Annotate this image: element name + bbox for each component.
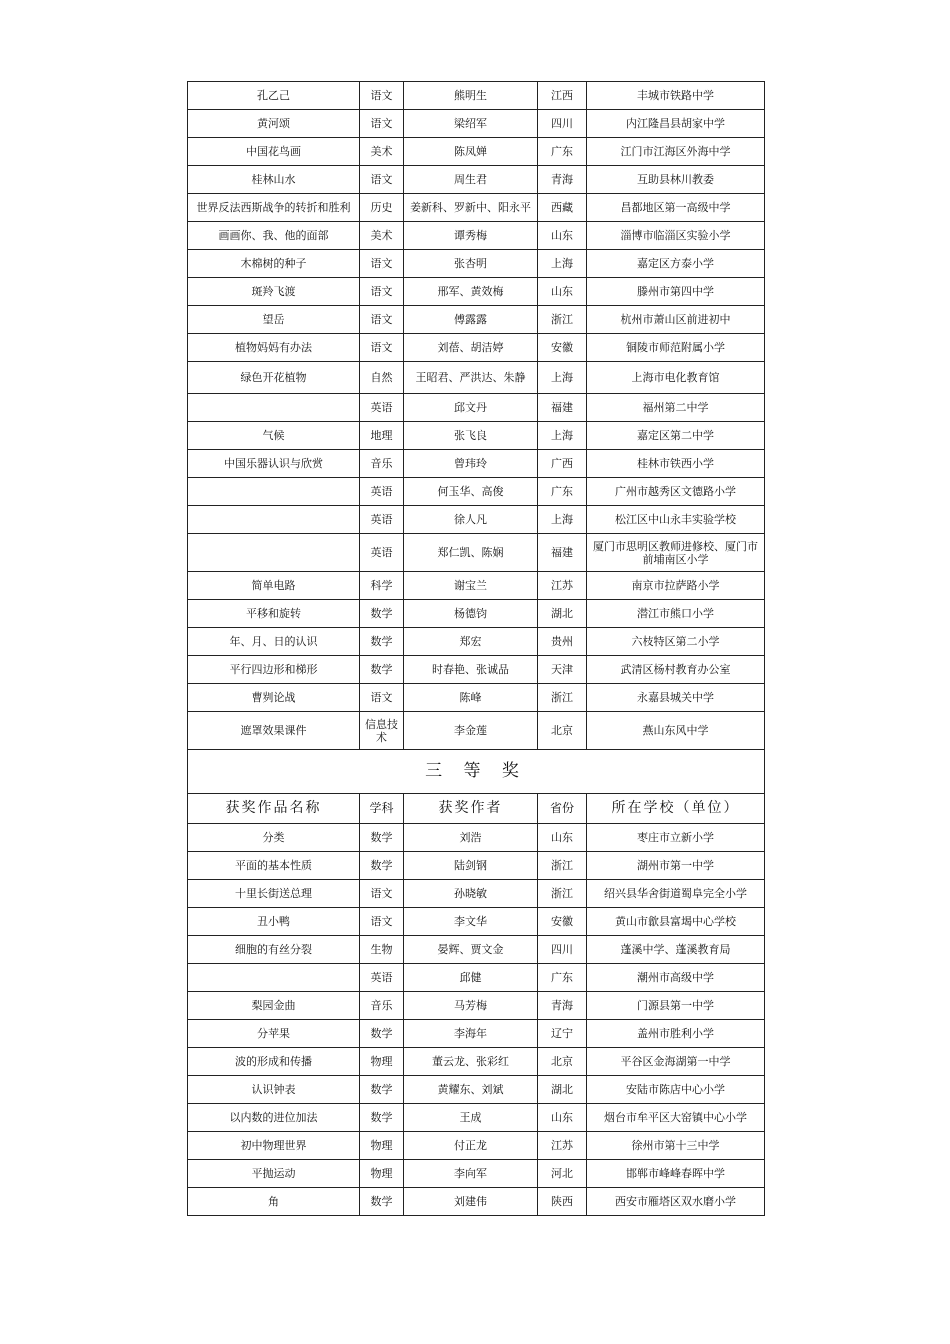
table-row [188, 656, 765, 684]
subject-cell: 数学 [360, 656, 404, 684]
subject-cell: 语文 [360, 880, 404, 908]
author-cell: 李海年 [404, 1020, 538, 1048]
author-cell: 王成 [404, 1104, 538, 1132]
table-row [188, 334, 765, 362]
subject-cell: 英语 [360, 394, 404, 422]
work-title-cell [188, 964, 360, 992]
header-author: 获奖作者 [404, 794, 538, 824]
table-row [188, 1188, 765, 1216]
province-cell: 浙江 [538, 306, 587, 334]
work-title-cell [188, 478, 360, 506]
header-title: 获奖作品名称 [188, 794, 360, 824]
school-cell: 燕山东风中学 [587, 712, 765, 750]
table-row [188, 362, 765, 394]
school-cell: 盖州市胜利小学 [587, 1020, 765, 1048]
province-cell: 湖北 [538, 600, 587, 628]
school-cell: 内江隆昌县胡家中学 [587, 110, 765, 138]
school-cell: 绍兴县华舍街道蜀阜完全小学 [587, 880, 765, 908]
province-cell: 辽宁 [538, 1020, 587, 1048]
third-prize-rows [188, 824, 765, 1216]
table-row [188, 684, 765, 712]
school-cell: 蓬溪中学、蓬溪教育局 [587, 936, 765, 964]
author-cell: 付正龙 [404, 1132, 538, 1160]
work-title-cell: 黄河颂 [188, 110, 360, 138]
table-row [188, 278, 765, 306]
province-cell: 西藏 [538, 194, 587, 222]
subject-cell: 数学 [360, 1188, 404, 1216]
work-title-cell: 角 [188, 1188, 360, 1216]
table-row [188, 250, 765, 278]
author-cell: 何玉华、高俊 [404, 478, 538, 506]
subject-cell: 英语 [360, 534, 404, 572]
school-cell: 厦门市思明区教师进修校、厦门市前埔南区小学 [587, 534, 765, 572]
author-cell: 傅露露 [404, 306, 538, 334]
province-cell: 浙江 [538, 684, 587, 712]
province-cell: 山东 [538, 824, 587, 852]
author-cell: 郑宏 [404, 628, 538, 656]
work-title-cell: 平行四边形和梯形 [188, 656, 360, 684]
table-row [188, 82, 765, 110]
work-title-cell: 平移和旋转 [188, 600, 360, 628]
province-cell: 福建 [538, 534, 587, 572]
work-title-cell: 绿色开花植物 [188, 362, 360, 394]
subject-cell: 语文 [360, 908, 404, 936]
school-cell: 潮州市高级中学 [587, 964, 765, 992]
table-row [188, 824, 765, 852]
school-cell: 六枝特区第二小学 [587, 628, 765, 656]
work-title-cell: 分类 [188, 824, 360, 852]
subject-cell: 物理 [360, 1048, 404, 1076]
third-prize-section [188, 750, 765, 824]
author-cell: 马芳梅 [404, 992, 538, 1020]
school-cell: 嘉定区方泰小学 [587, 250, 765, 278]
author-cell: 周生君 [404, 166, 538, 194]
author-cell: 张飞良 [404, 422, 538, 450]
school-cell: 湖州市第一中学 [587, 852, 765, 880]
school-cell: 上海市电化教育馆 [587, 362, 765, 394]
author-cell: 董云龙、张彩红 [404, 1048, 538, 1076]
table-row [188, 852, 765, 880]
author-cell: 邱文丹 [404, 394, 538, 422]
work-title-cell: 以内数的进位加法 [188, 1104, 360, 1132]
table-row [188, 1104, 765, 1132]
table-row [188, 712, 765, 750]
author-cell: 陈峰 [404, 684, 538, 712]
subject-cell: 信息技术 [360, 712, 404, 750]
author-cell: 熊明生 [404, 82, 538, 110]
work-title-cell: 遮罩效果课件 [188, 712, 360, 750]
author-cell: 李向军 [404, 1160, 538, 1188]
author-cell: 张杏明 [404, 250, 538, 278]
subject-cell: 英语 [360, 964, 404, 992]
school-cell: 丰城市铁路中学 [587, 82, 765, 110]
table-row [188, 600, 765, 628]
school-cell: 桂林市铁西小学 [587, 450, 765, 478]
author-cell: 李金莲 [404, 712, 538, 750]
work-title-cell: 植物妈妈有办法 [188, 334, 360, 362]
subject-cell: 美术 [360, 222, 404, 250]
section-row [188, 750, 765, 794]
work-title-cell [188, 394, 360, 422]
table-row [188, 450, 765, 478]
work-title-cell: 气候 [188, 422, 360, 450]
work-title-cell: 木棉树的种子 [188, 250, 360, 278]
province-cell: 浙江 [538, 852, 587, 880]
header-province: 省份 [538, 794, 587, 824]
province-cell: 河北 [538, 1160, 587, 1188]
table-row [188, 628, 765, 656]
subject-cell: 英语 [360, 506, 404, 534]
school-cell: 松江区中山永丰实验学校 [587, 506, 765, 534]
province-cell: 天津 [538, 656, 587, 684]
province-cell: 江西 [538, 82, 587, 110]
school-cell: 南京市拉萨路小学 [587, 572, 765, 600]
table-row [188, 166, 765, 194]
province-cell: 上海 [538, 422, 587, 450]
author-cell: 陆剑钢 [404, 852, 538, 880]
subject-cell: 生物 [360, 936, 404, 964]
table-row [188, 506, 765, 534]
province-cell: 安徽 [538, 908, 587, 936]
province-cell: 广西 [538, 450, 587, 478]
author-cell: 谢宝兰 [404, 572, 538, 600]
work-title-cell: 望岳 [188, 306, 360, 334]
work-title-cell [188, 534, 360, 572]
subject-cell: 地理 [360, 422, 404, 450]
school-cell: 邯郸市峰峰春晖中学 [587, 1160, 765, 1188]
work-title-cell: 世界反法西斯战争的转折和胜利 [188, 194, 360, 222]
school-cell: 杭州市萧山区前进初中 [587, 306, 765, 334]
school-cell: 滕州市第四中学 [587, 278, 765, 306]
author-cell: 陈凤婵 [404, 138, 538, 166]
author-cell: 梁绍军 [404, 110, 538, 138]
subject-cell: 科学 [360, 572, 404, 600]
work-title-cell: 梨园金曲 [188, 992, 360, 1020]
table-row [188, 394, 765, 422]
province-cell: 四川 [538, 110, 587, 138]
province-cell: 上海 [538, 362, 587, 394]
table-row [188, 422, 765, 450]
table-row [188, 880, 765, 908]
author-cell: 时春艳、张诚品 [404, 656, 538, 684]
school-cell: 淄博市临淄区实验小学 [587, 222, 765, 250]
table-row [188, 908, 765, 936]
work-title-cell: 中国乐器认识与欣赏 [188, 450, 360, 478]
author-cell: 姜新科、罗新中、阳永平 [404, 194, 538, 222]
table-row [188, 1132, 765, 1160]
subject-cell: 数学 [360, 1076, 404, 1104]
school-cell: 西安市雁塔区双水磨小学 [587, 1188, 765, 1216]
subject-cell: 语文 [360, 334, 404, 362]
author-cell: 邱健 [404, 964, 538, 992]
school-cell: 互助县林川教委 [587, 166, 765, 194]
province-cell: 安徽 [538, 334, 587, 362]
province-cell: 上海 [538, 250, 587, 278]
author-cell: 刘浩 [404, 824, 538, 852]
table-row [188, 1076, 765, 1104]
subject-cell: 数学 [360, 600, 404, 628]
header-row [188, 794, 765, 824]
work-title-cell: 简单电路 [188, 572, 360, 600]
school-cell: 平谷区金海湖第一中学 [587, 1048, 765, 1076]
awards-table [187, 81, 765, 1216]
province-cell: 山东 [538, 278, 587, 306]
table-row [188, 1020, 765, 1048]
table-row [188, 110, 765, 138]
subject-cell: 历史 [360, 194, 404, 222]
table-row [188, 1160, 765, 1188]
province-cell: 陕西 [538, 1188, 587, 1216]
school-cell: 安陆市陈店中心小学 [587, 1076, 765, 1104]
work-title-cell: 中国花鸟画 [188, 138, 360, 166]
province-cell: 江苏 [538, 572, 587, 600]
table-row [188, 222, 765, 250]
school-cell: 烟台市牟平区大窑镇中心小学 [587, 1104, 765, 1132]
author-cell: 刘蓓、胡洁婷 [404, 334, 538, 362]
subject-cell: 物理 [360, 1132, 404, 1160]
subject-cell: 美术 [360, 138, 404, 166]
section-title: 三 等 奖 [188, 750, 765, 794]
table-row [188, 572, 765, 600]
author-cell: 晏辉、贾文金 [404, 936, 538, 964]
school-cell: 江门市江海区外海中学 [587, 138, 765, 166]
subject-cell: 语文 [360, 306, 404, 334]
author-cell: 郑仁凯、陈娴 [404, 534, 538, 572]
province-cell: 山东 [538, 222, 587, 250]
work-title-cell: 初中物理世界 [188, 1132, 360, 1160]
author-cell: 杨德钧 [404, 600, 538, 628]
work-title-cell: 画画你、我、他的面部 [188, 222, 360, 250]
subject-cell: 音乐 [360, 992, 404, 1020]
province-cell: 上海 [538, 506, 587, 534]
author-cell: 孙晓敏 [404, 880, 538, 908]
work-title-cell: 细胞的有丝分裂 [188, 936, 360, 964]
subject-cell: 数学 [360, 824, 404, 852]
work-title-cell: 平抛运动 [188, 1160, 360, 1188]
subject-cell: 数学 [360, 628, 404, 656]
subject-cell: 数学 [360, 852, 404, 880]
author-cell: 刘建伟 [404, 1188, 538, 1216]
school-cell: 福州第二中学 [587, 394, 765, 422]
province-cell: 北京 [538, 712, 587, 750]
province-cell: 贵州 [538, 628, 587, 656]
table-row [188, 534, 765, 572]
subject-cell: 音乐 [360, 450, 404, 478]
subject-cell: 英语 [360, 478, 404, 506]
school-cell: 黄山市歙县富堨中心学校 [587, 908, 765, 936]
subject-cell: 数学 [360, 1020, 404, 1048]
subject-cell: 语文 [360, 250, 404, 278]
subject-cell: 自然 [360, 362, 404, 394]
author-cell: 曾玮玲 [404, 450, 538, 478]
province-cell: 青海 [538, 166, 587, 194]
table-row [188, 306, 765, 334]
province-cell: 浙江 [538, 880, 587, 908]
subject-cell: 物理 [360, 1160, 404, 1188]
table-row [188, 194, 765, 222]
subject-cell: 语文 [360, 166, 404, 194]
work-title-cell: 年、月、日的认识 [188, 628, 360, 656]
author-cell: 黄耀东、刘斌 [404, 1076, 538, 1104]
table-row [188, 964, 765, 992]
province-cell: 广东 [538, 138, 587, 166]
table-row [188, 138, 765, 166]
province-cell: 四川 [538, 936, 587, 964]
work-title-cell: 波的形成和传播 [188, 1048, 360, 1076]
author-cell: 邢军、黄效梅 [404, 278, 538, 306]
school-cell: 潜江市熊口小学 [587, 600, 765, 628]
province-cell: 湖北 [538, 1076, 587, 1104]
work-title-cell: 分苹果 [188, 1020, 360, 1048]
table-row [188, 1048, 765, 1076]
school-cell: 武清区杨村教育办公室 [587, 656, 765, 684]
school-cell: 永嘉县城关中学 [587, 684, 765, 712]
header-school: 所在学校（单位） [587, 794, 765, 824]
work-title-cell: 十里长街送总理 [188, 880, 360, 908]
province-cell: 福建 [538, 394, 587, 422]
subject-cell: 语文 [360, 278, 404, 306]
province-cell: 北京 [538, 1048, 587, 1076]
subject-cell: 语文 [360, 82, 404, 110]
subject-cell: 语文 [360, 110, 404, 138]
author-cell: 谭秀梅 [404, 222, 538, 250]
work-title-cell [188, 506, 360, 534]
school-cell: 徐州市第十三中学 [587, 1132, 765, 1160]
province-cell: 青海 [538, 992, 587, 1020]
work-title-cell: 平面的基本性质 [188, 852, 360, 880]
table-row [188, 936, 765, 964]
school-cell: 广州市越秀区文德路小学 [587, 478, 765, 506]
author-cell: 王昭君、严洪达、朱静 [404, 362, 538, 394]
subject-cell: 语文 [360, 684, 404, 712]
school-cell: 昌都地区第一高级中学 [587, 194, 765, 222]
subject-cell: 数学 [360, 1104, 404, 1132]
work-title-cell: 认识钟表 [188, 1076, 360, 1104]
header-subject: 学科 [360, 794, 404, 824]
school-cell: 枣庄市立新小学 [587, 824, 765, 852]
province-cell: 江苏 [538, 1132, 587, 1160]
table-row [188, 992, 765, 1020]
work-title-cell: 丑小鸭 [188, 908, 360, 936]
province-cell: 广东 [538, 964, 587, 992]
work-title-cell: 曹刿论战 [188, 684, 360, 712]
province-cell: 广东 [538, 478, 587, 506]
work-title-cell: 斑羚飞渡 [188, 278, 360, 306]
work-title-cell: 孔乙己 [188, 82, 360, 110]
school-cell: 嘉定区第二中学 [587, 422, 765, 450]
author-cell: 徐人凡 [404, 506, 538, 534]
work-title-cell: 桂林山水 [188, 166, 360, 194]
school-cell: 铜陵市师范附属小学 [587, 334, 765, 362]
second-prize-rows [188, 82, 765, 750]
province-cell: 山东 [538, 1104, 587, 1132]
table-row [188, 478, 765, 506]
author-cell: 李文华 [404, 908, 538, 936]
school-cell: 门源县第一中学 [587, 992, 765, 1020]
